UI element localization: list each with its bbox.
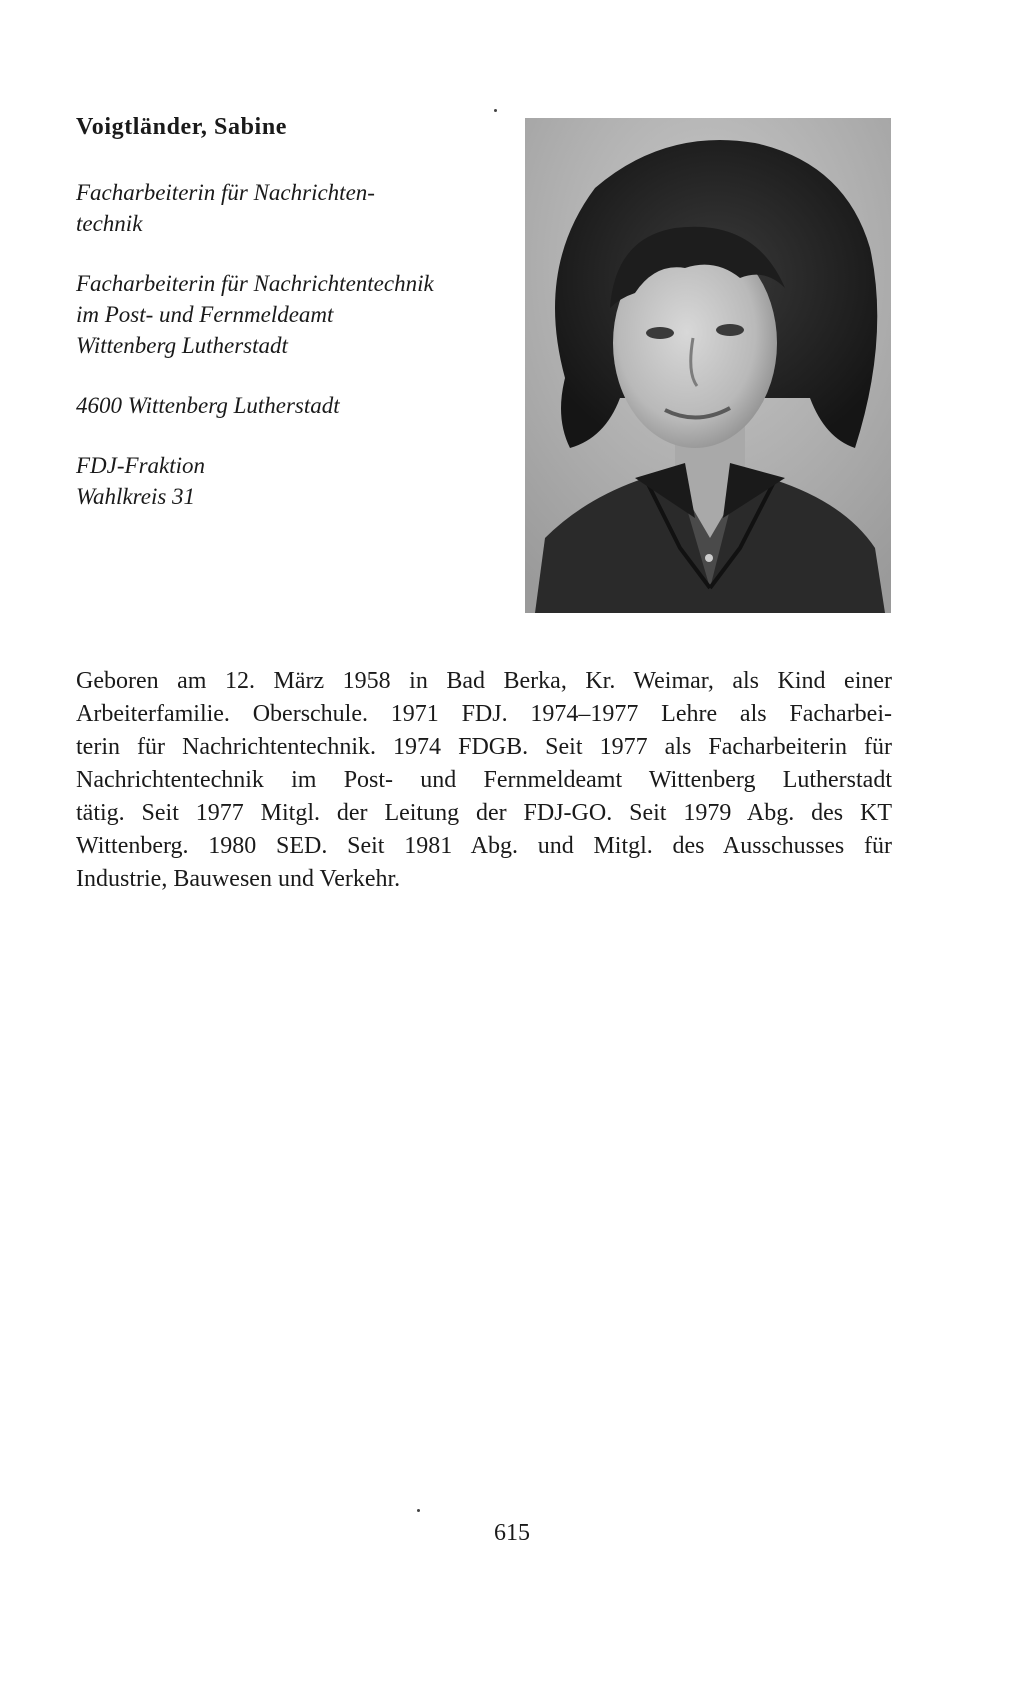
address: 4600 Wittenberg Lutherstadt	[76, 393, 340, 418]
faction	[76, 450, 205, 512]
workplace-line: im Post- und Fernmeldeamt	[76, 302, 334, 327]
workplace-line: Facharbeiterin für Nachrichtentechnik	[76, 271, 434, 296]
biography-line: Geboren am 12. März 1958 in Bad Berka, Kr. Weimar, als Kind einer	[76, 668, 892, 694]
person-name: Voigtländer, Sabine	[76, 114, 288, 140]
portrait-photo	[525, 118, 891, 613]
faction-line: FDJ-Fraktion	[76, 453, 206, 478]
biography-line: terin für Nachrichtentechnik. 1974 FDGB. Seit 1977 als Facharbeiterin für	[76, 734, 892, 760]
biography-line: Wittenberg. 1980 SED. Seit 1981 Abg. und Mitgl. des Ausschusses für	[76, 833, 892, 859]
profession	[76, 177, 375, 239]
biography-line: tätig. Seit 1977 Mitgl. der Leitung der FDJ-GO. Seit 1979 Abg. des KT	[76, 800, 892, 826]
biography-line: Arbeiterfamilie. Oberschule. 1971 FDJ. 1974–1977 Lehre als Facharbei-	[76, 701, 892, 727]
print-speck	[417, 1509, 420, 1512]
workplace	[76, 268, 434, 361]
biography-line: Nachrichtentechnik im Post- und Fernmeldeamt Wittenberg Lutherstadt	[76, 767, 892, 793]
profession-line: Facharbeiterin für Nachrichten-	[76, 180, 375, 205]
faction-line: Wahlkreis 31	[76, 484, 196, 509]
profession-line: technik	[76, 211, 143, 236]
print-speck	[494, 109, 497, 112]
biography	[76, 665, 892, 896]
biography-line: Industrie, Bauwesen und Verkehr.	[76, 866, 401, 892]
workplace-line: Wittenberg Lutherstadt	[76, 333, 288, 358]
portrait-image	[525, 118, 891, 613]
page-number: 615	[494, 1520, 530, 1546]
